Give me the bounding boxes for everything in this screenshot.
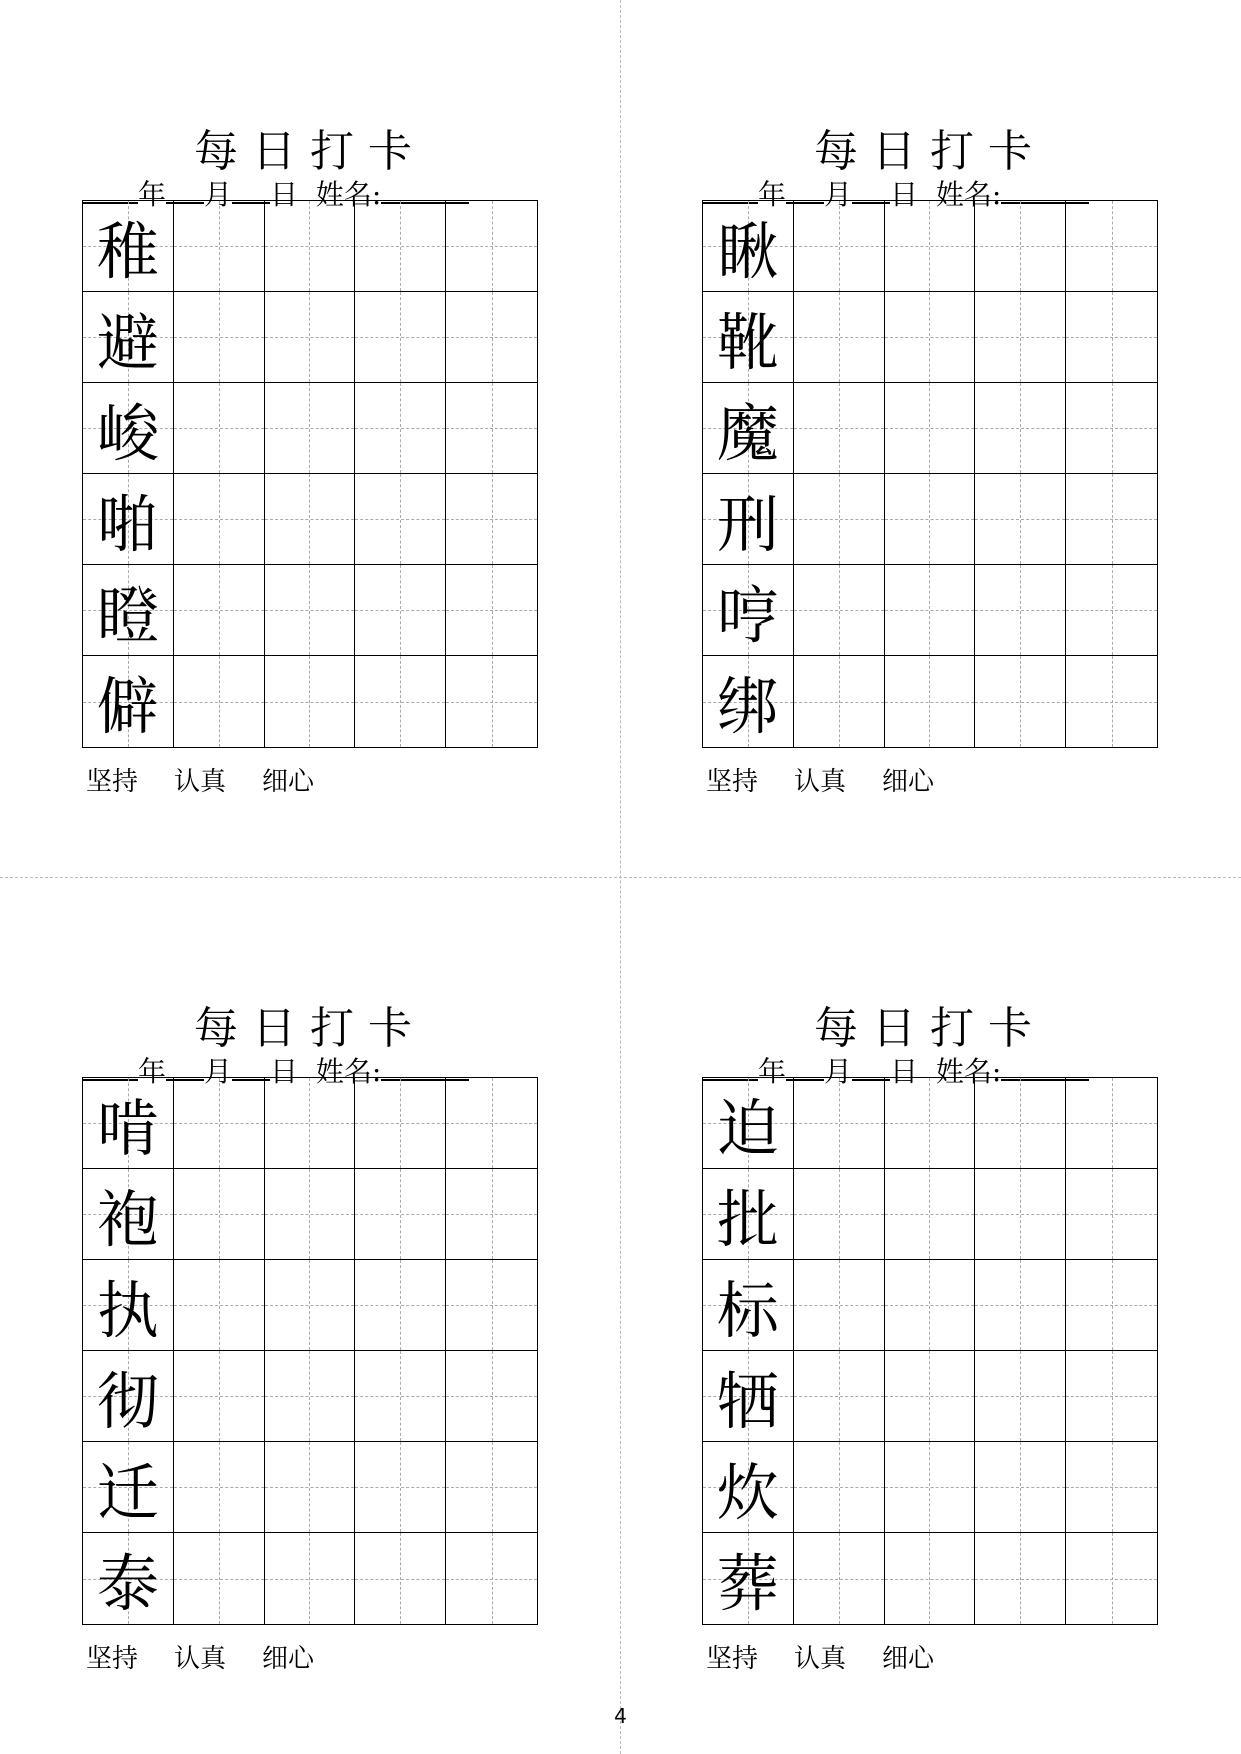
model-character: 刑: [716, 487, 779, 561]
year-label: 年: [758, 178, 787, 211]
practice-cell[interactable]: [794, 474, 885, 565]
tianzige-grid: [82, 200, 538, 748]
practice-cell[interactable]: [265, 1260, 356, 1351]
day-label: 日: [890, 178, 919, 211]
practice-cell[interactable]: [975, 1351, 1066, 1442]
model-char-cell: [83, 656, 174, 747]
practice-cell[interactable]: [1066, 1260, 1157, 1351]
model-char-cell: [703, 1169, 794, 1260]
model-char-cell: [703, 656, 794, 747]
practice-cell[interactable]: [446, 1351, 537, 1442]
card-footer: [86, 1638, 350, 1675]
practice-cell[interactable]: [174, 565, 265, 656]
practice-cell[interactable]: [174, 1078, 265, 1169]
practice-cell[interactable]: [885, 1260, 976, 1351]
practice-cell[interactable]: [355, 383, 446, 474]
practice-cell[interactable]: [1066, 1169, 1157, 1260]
model-character: 葬: [716, 1547, 779, 1620]
card-title: 每日打卡: [194, 1003, 426, 1054]
practice-cell[interactable]: [1066, 1078, 1157, 1169]
horizontal-cut-line: [0, 877, 1241, 878]
practice-cell[interactable]: [174, 292, 265, 383]
practice-cell[interactable]: [885, 474, 976, 565]
model-char-cell: [703, 1078, 794, 1169]
model-character: 僻: [96, 670, 159, 743]
practice-cell[interactable]: [1066, 383, 1157, 474]
model-char-cell: [703, 1351, 794, 1442]
name-label: 姓名:: [315, 178, 382, 211]
practice-cell[interactable]: [265, 1169, 356, 1260]
model-character: 稚: [96, 214, 159, 288]
practice-cell[interactable]: [265, 1533, 356, 1624]
practice-cell[interactable]: [885, 656, 976, 747]
day-label: 日: [890, 1055, 919, 1088]
model-character: 靴: [716, 305, 779, 379]
practice-cell[interactable]: [885, 383, 976, 474]
practice-cell[interactable]: [1066, 1351, 1157, 1442]
footer-motto: 细心: [262, 767, 315, 797]
practice-cell[interactable]: [975, 383, 1066, 474]
footer-motto: 认真: [794, 1644, 847, 1674]
practice-cell[interactable]: [1066, 201, 1157, 292]
year-label: 年: [138, 1055, 167, 1088]
practice-cell[interactable]: [794, 1442, 885, 1533]
practice-cell[interactable]: [355, 201, 446, 292]
practice-cell[interactable]: [355, 1078, 446, 1169]
practice-cell[interactable]: [446, 1078, 537, 1169]
practice-cell[interactable]: [1066, 656, 1157, 747]
practice-cell[interactable]: [174, 1169, 265, 1260]
month-label: 月: [824, 178, 853, 211]
practice-cell[interactable]: [1066, 474, 1157, 565]
card-footer: [706, 1638, 970, 1675]
practice-cell[interactable]: [885, 565, 976, 656]
card-footer: [86, 761, 350, 798]
practice-cell[interactable]: [885, 1169, 976, 1260]
practice-cell[interactable]: [885, 1351, 976, 1442]
tianzige-grid: [82, 1077, 538, 1625]
practice-cell[interactable]: [794, 565, 885, 656]
model-char-cell: [83, 1078, 174, 1169]
practice-cell[interactable]: [355, 565, 446, 656]
model-char-cell: [83, 1442, 174, 1533]
practice-cell[interactable]: [265, 383, 356, 474]
model-char-cell: [83, 565, 174, 656]
model-character: 泰: [96, 1547, 159, 1620]
model-character: 炊: [716, 1455, 779, 1529]
practice-cell[interactable]: [174, 201, 265, 292]
practice-cell[interactable]: [355, 1442, 446, 1533]
practice-cell[interactable]: [174, 1442, 265, 1533]
practice-cell[interactable]: [885, 292, 976, 383]
footer-motto: 细心: [882, 767, 935, 797]
practice-cell[interactable]: [355, 1533, 446, 1624]
model-char-cell: [83, 1533, 174, 1624]
practice-cell[interactable]: [174, 1351, 265, 1442]
practice-cell[interactable]: [975, 1533, 1066, 1624]
practice-cell[interactable]: [975, 656, 1066, 747]
practice-cell[interactable]: [446, 565, 537, 656]
model-char-cell: [83, 292, 174, 383]
practice-cell[interactable]: [975, 565, 1066, 656]
practice-cell[interactable]: [265, 201, 356, 292]
footer-motto: 认真: [174, 1644, 227, 1674]
practice-cell[interactable]: [265, 1351, 356, 1442]
model-character: 峻: [96, 396, 159, 470]
practice-cell[interactable]: [355, 292, 446, 383]
practice-cell[interactable]: [794, 383, 885, 474]
model-char-cell: [703, 1533, 794, 1624]
practice-cell[interactable]: [794, 1351, 885, 1442]
practice-cell[interactable]: [885, 1533, 976, 1624]
day-label: 日: [270, 1055, 299, 1088]
model-char-cell: [83, 383, 174, 474]
page-number: 4: [614, 1704, 627, 1728]
model-char-cell: [703, 1260, 794, 1351]
card-title: 每日打卡: [814, 126, 1046, 177]
practice-cell[interactable]: [794, 1260, 885, 1351]
practice-cell[interactable]: [174, 1260, 265, 1351]
practice-cell[interactable]: [446, 383, 537, 474]
practice-cell[interactable]: [975, 1078, 1066, 1169]
practice-cell[interactable]: [355, 656, 446, 747]
month-label: 月: [824, 1055, 853, 1088]
practice-cell[interactable]: [446, 292, 537, 383]
footer-motto: 细心: [262, 1644, 315, 1674]
year-label: 年: [758, 1055, 787, 1088]
practice-cell[interactable]: [794, 1078, 885, 1169]
model-character: 批: [716, 1182, 779, 1256]
tianzige-grid: [702, 200, 1158, 748]
footer-motto: 坚持: [706, 1644, 759, 1674]
model-char-cell: [703, 383, 794, 474]
model-character: 啃: [96, 1091, 159, 1165]
model-character: 迫: [716, 1091, 779, 1165]
practice-cell[interactable]: [1066, 565, 1157, 656]
practice-cell[interactable]: [975, 1442, 1066, 1533]
practice-cell[interactable]: [174, 656, 265, 747]
model-character: 迁: [96, 1455, 159, 1529]
model-character: 彻: [96, 1364, 159, 1438]
practice-cell[interactable]: [174, 1533, 265, 1624]
model-character: 啪: [96, 487, 159, 561]
practice-cell[interactable]: [355, 1169, 446, 1260]
model-character: 哼: [716, 578, 779, 652]
practice-cell[interactable]: [975, 1260, 1066, 1351]
practice-cell[interactable]: [794, 656, 885, 747]
practice-cell[interactable]: [446, 1442, 537, 1533]
model-character: 瞪: [96, 578, 159, 652]
practice-cell[interactable]: [794, 292, 885, 383]
model-char-cell: [703, 474, 794, 565]
practice-cell[interactable]: [446, 474, 537, 565]
model-char-cell: [83, 1169, 174, 1260]
practice-cell[interactable]: [174, 474, 265, 565]
model-char-cell: [83, 1351, 174, 1442]
model-character: 魔: [716, 396, 779, 470]
practice-cell[interactable]: [265, 292, 356, 383]
model-char-cell: [83, 201, 174, 292]
practice-cell[interactable]: [265, 1442, 356, 1533]
practice-cell[interactable]: [355, 474, 446, 565]
practice-cell[interactable]: [355, 1351, 446, 1442]
model-character: 执: [96, 1273, 159, 1347]
model-char-cell: [703, 1442, 794, 1533]
model-character: 绑: [716, 670, 779, 743]
model-character: 袍: [96, 1182, 159, 1256]
footer-motto: 认真: [794, 767, 847, 797]
practice-cell[interactable]: [1066, 292, 1157, 383]
practice-cell[interactable]: [446, 1169, 537, 1260]
practice-cell[interactable]: [885, 1078, 976, 1169]
footer-motto: 细心: [882, 1644, 935, 1674]
card-title: 每日打卡: [814, 1003, 1046, 1054]
tianzige-grid: [702, 1077, 1158, 1625]
footer-motto: 认真: [174, 767, 227, 797]
practice-cell[interactable]: [265, 565, 356, 656]
practice-cell[interactable]: [885, 201, 976, 292]
practice-cell[interactable]: [794, 1533, 885, 1624]
practice-cell[interactable]: [174, 383, 265, 474]
name-label: 姓名:: [935, 178, 1002, 211]
footer-motto: 坚持: [706, 767, 759, 797]
practice-cell[interactable]: [794, 201, 885, 292]
footer-motto: 坚持: [86, 767, 139, 797]
day-label: 日: [270, 178, 299, 211]
card-footer: [706, 761, 970, 798]
month-label: 月: [204, 1055, 233, 1088]
practice-cell[interactable]: [975, 201, 1066, 292]
practice-cell[interactable]: [975, 474, 1066, 565]
practice-cell[interactable]: [446, 1260, 537, 1351]
name-label: 姓名:: [935, 1055, 1002, 1088]
model-character: 瞅: [716, 214, 779, 288]
model-character: 牺: [716, 1364, 779, 1438]
practice-cell[interactable]: [885, 1442, 976, 1533]
practice-cell[interactable]: [1066, 1442, 1157, 1533]
practice-cell[interactable]: [265, 656, 356, 747]
model-char-cell: [703, 292, 794, 383]
practice-cell[interactable]: [1066, 1533, 1157, 1624]
model-char-cell: [703, 201, 794, 292]
model-char-cell: [703, 565, 794, 656]
month-label: 月: [204, 178, 233, 211]
footer-motto: 坚持: [86, 1644, 139, 1674]
practice-cell[interactable]: [446, 1533, 537, 1624]
model-character: 避: [96, 305, 159, 379]
practice-cell[interactable]: [265, 474, 356, 565]
practice-cell[interactable]: [975, 1169, 1066, 1260]
practice-cell[interactable]: [265, 1078, 356, 1169]
practice-cell[interactable]: [794, 1169, 885, 1260]
model-char-cell: [83, 1260, 174, 1351]
practice-cell[interactable]: [446, 201, 537, 292]
model-character: 标: [716, 1273, 779, 1347]
name-label: 姓名:: [315, 1055, 382, 1088]
practice-cell[interactable]: [975, 292, 1066, 383]
practice-cell[interactable]: [355, 1260, 446, 1351]
practice-cell[interactable]: [446, 656, 537, 747]
year-label: 年: [138, 178, 167, 211]
card-title: 每日打卡: [194, 126, 426, 177]
model-char-cell: [83, 474, 174, 565]
